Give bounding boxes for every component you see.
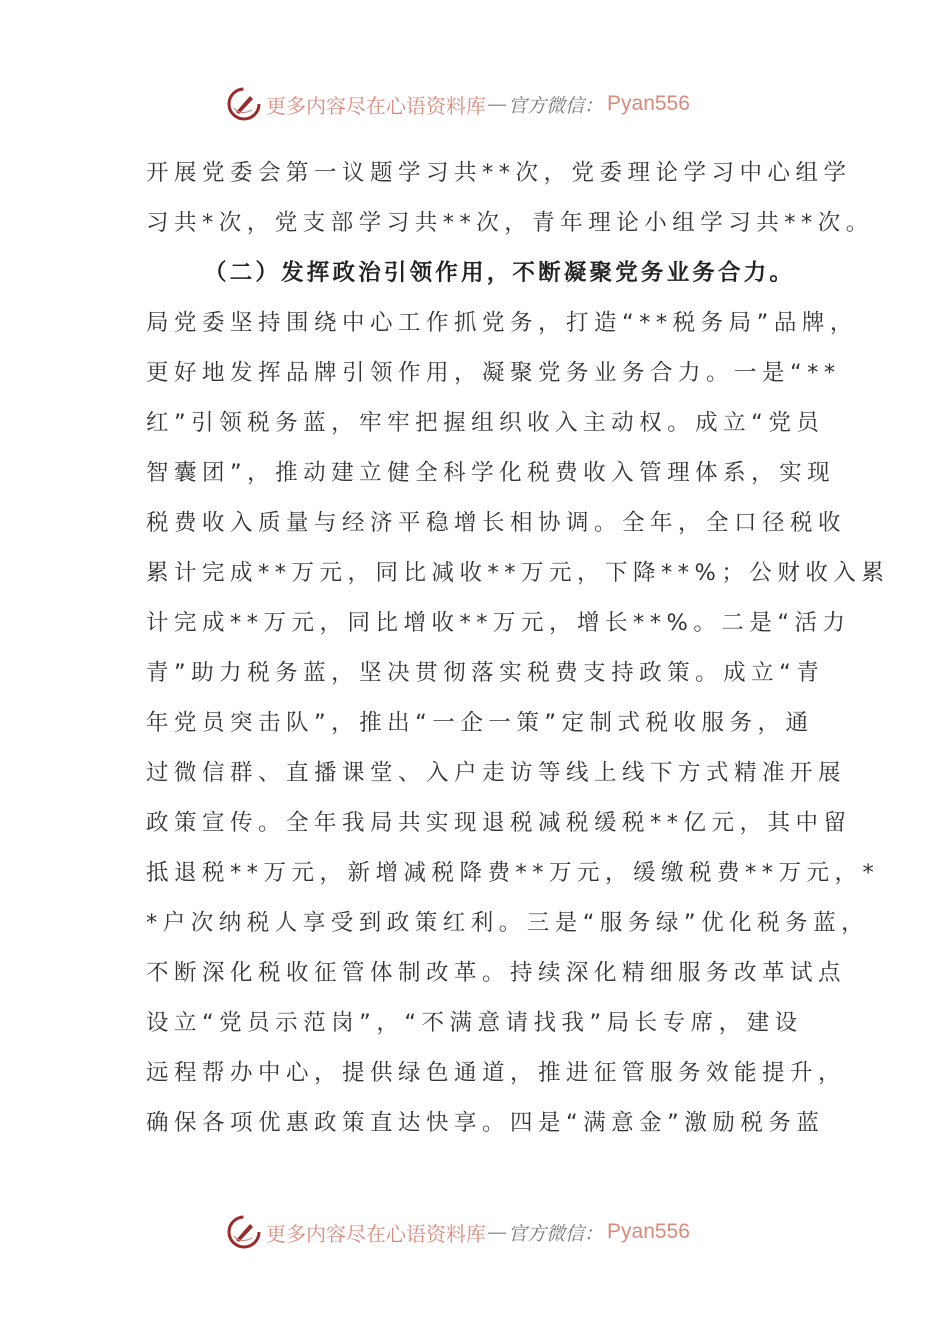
text-line: 红”引领税务蓝，牢牢把握组织收入主动权。成立“党员 <box>146 410 825 436</box>
text-line: 更好地发挥品牌引领作用，凝聚党务业务合力。一是“** <box>146 360 841 386</box>
banner-main-text: 更多内容尽在心语资料库 <box>266 1221 486 1246</box>
header-banner <box>226 84 726 124</box>
banner-wechat-label: 官方微信： <box>508 1222 604 1245</box>
text-line: 计完成**万元，同比增收**万元，增长**%。二是“活力 <box>146 610 851 636</box>
quill-logo-icon <box>226 1214 262 1250</box>
text-line: 远程帮办中心，提供绿色通道，推进征管服务效能提升， <box>146 1060 847 1086</box>
text-line: 设立“党员示范岗”，“不满意请找我”局长专席，建设 <box>146 1010 803 1036</box>
text-line: *户次纳税人享受到政策红利。三是“服务绿”优化税务蓝， <box>146 910 870 936</box>
text-line: 习共*次，党支部学习共**次，青年理论小组学习共**次。 <box>146 210 874 236</box>
banner-wechat-id: Pyan556 <box>607 92 690 115</box>
banner-main-text: 更多内容尽在心语资料库 <box>266 93 486 118</box>
text-line: 税费收入质量与经济平稳增长相协调。全年，全口径税收 <box>146 510 847 536</box>
text-line: 年党员突击队”，推出“一企一策”定制式税收服务，通 <box>146 710 814 736</box>
section-heading: （二）发挥政治引领作用，不断凝聚党务业务合力。 <box>204 260 796 286</box>
text-line: 政策宣传。全年我局共实现退税减税缓税**亿元，其中留 <box>146 810 852 836</box>
banner-dash: — <box>487 92 507 116</box>
text-line: 累计完成**万元，同比减收**万元，下降**%；公财收入累 <box>146 560 890 586</box>
text-line: 局党委坚持围绕中心工作抓党务，打造“**税务局”品牌， <box>146 310 858 336</box>
quill-logo-icon <box>226 86 262 122</box>
document-body <box>146 148 890 1148</box>
banner-dash: — <box>487 1220 507 1244</box>
banner-wechat-id: Pyan556 <box>607 1220 690 1243</box>
text-line: 过微信群、直播课堂、入户走访等线上线下方式精准开展 <box>146 760 847 786</box>
footer-banner <box>226 1212 726 1252</box>
text-line: 智囊团”，推动建立健全科学化税费收入管理体系，实现 <box>146 460 836 486</box>
banner-wechat-label: 官方微信： <box>508 94 604 117</box>
text-line: 青”助力税务蓝，坚决贯彻落实税费支持政策。成立“青 <box>146 660 825 686</box>
text-line: 开展党委会第一议题学习共**次，党委理论学习中心组学 <box>146 160 852 186</box>
text-line: 不断深化税收征管体制改革。持续深化精细服务改革试点 <box>146 960 847 986</box>
text-line: 抵退税**万元，新增减税降费**万元，缓缴税费**万元，* <box>146 860 880 886</box>
text-line: 确保各项优惠政策直达快享。四是“满意金”激励税务蓝 <box>146 1110 825 1136</box>
